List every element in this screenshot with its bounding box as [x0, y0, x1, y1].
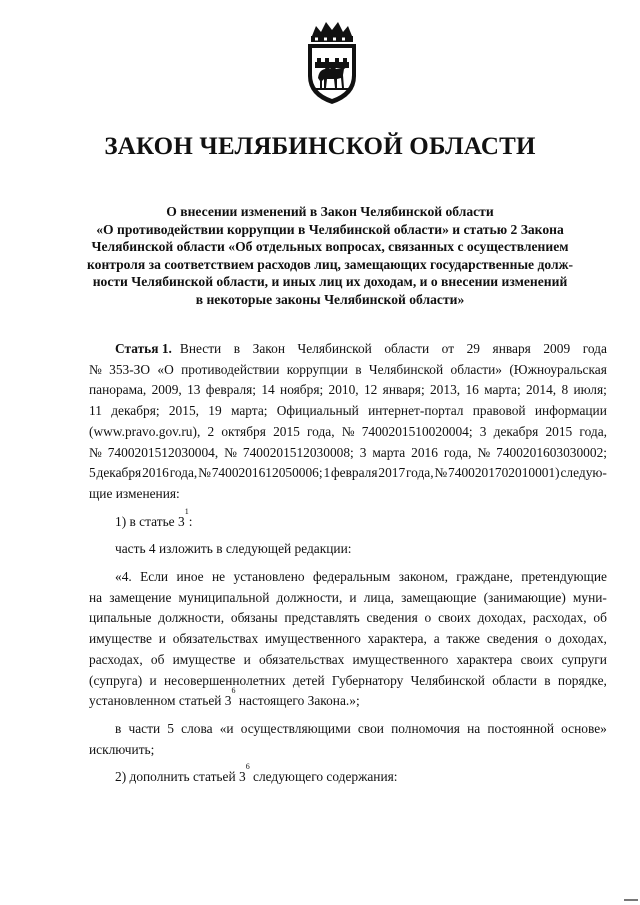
item-1-tail: :: [188, 513, 193, 529]
quote-last-line: [89, 686, 607, 712]
quote-last-before: установленном статьей 3: [89, 693, 232, 709]
article-1-line: № 353-ЗО «О противодействии коррупции в Челябинской области» (Южноуральская: [89, 361, 607, 377]
quoted-part-4: [89, 567, 607, 712]
article-1-line: 5 декабря 2016 года, № 7400201612050006; 1 февраля 2017 года, № 7400201702010001) следую-: [89, 465, 607, 481]
item-2-before: 2) дополнить статьей 3: [115, 769, 246, 785]
item-1: [89, 506, 607, 533]
quote-line: на замещение муниципальной должности, и лица, замещающие (занимающие) муни-: [89, 589, 607, 605]
article-1-line: панорама, 2009, 13 февраля; 14 ноября; 2010, 12 января; 2013, 16 марта; 2014, 8 июля;: [89, 382, 607, 398]
quote-last-after: настоящего Закона.»;: [235, 693, 360, 709]
quote-line: ципальные должности, обязаны представлять сведения о своих доходах, расходах, об: [89, 610, 607, 626]
part-5-line: в части 5 слова «и осуществляющими свои полномочия на постоянной основе»: [115, 720, 607, 736]
subtitle-line: «О противодействии коррупции в Челябинской области» и статью 2 Закона: [96, 221, 564, 237]
subtitle-line: О внесении изменений в Закон Челябинской области: [166, 204, 494, 219]
item-2: [89, 762, 607, 788]
quote-line: расходах, об имуществе и обязательствах имущественного характера своих супруги: [89, 651, 607, 667]
article-1-line: (www.pravo.gov.ru), 2 октября 2015 года, № 7400201510020004; 3 декабря 2015 года,: [89, 423, 607, 439]
subtitle-line: Челябинской области «Об отдельных вопросах, связанных с осуществлением: [91, 239, 569, 254]
chelyabinsk-coat-of-arms-icon: [299, 18, 365, 106]
article-1-line: № 7400201512030004, № 7400201512030008; 3 марта 2016 года, № 7400201603030002;: [89, 444, 607, 460]
quote-line: «4. Если иное не установлено федеральным законом, граждане, претендующие: [115, 569, 607, 585]
item-2-sup: 6: [245, 762, 250, 772]
law-subtitle: [70, 203, 590, 308]
quote-line: имуществе и обязательствах имущественного характера, а также сведения о доходах,: [89, 631, 607, 647]
subtitle-line: в некоторые законы Челябинской области»: [195, 291, 465, 307]
quote-last-sup: 6: [231, 686, 236, 696]
law-title: ЗАКОН ЧЕЛЯБИНСКОЙ ОБЛАСТИ: [104, 133, 536, 160]
item-1-sup: 1: [184, 506, 189, 516]
article-label: Статья 1.: [115, 341, 172, 356]
document-body: [89, 339, 607, 788]
item-1-text: 1) в статье 3: [115, 513, 185, 529]
subtitle-line: контроля за соответствием расходов лиц, замещающих государственные долж-: [87, 256, 573, 272]
article-1-first-line: [89, 339, 607, 360]
part-4-instruction: часть 4 изложить в следующей редакции:: [115, 541, 352, 557]
article-1-line: 11 декабря; 2015, 19 марта; Официальный интернет-портал правовой информации: [89, 403, 607, 419]
item-2-after: следующего содержания:: [249, 769, 398, 785]
subtitle-line: ности Челябинской области, и иных лиц их доходам, и о внесении изменений: [92, 274, 568, 289]
article-1-line: щие изменения:: [89, 485, 180, 501]
article-1-text: Внести в Закон Челябинской области от 29 января 2009 года: [179, 341, 607, 356]
scan-corner-mark: [624, 899, 638, 901]
part-5-line: исключить;: [89, 741, 155, 757]
quote-line: (супруга) и несовершеннолетних детей Губернатору Челябинской области в порядке,: [89, 672, 607, 688]
article-1: [89, 339, 607, 505]
